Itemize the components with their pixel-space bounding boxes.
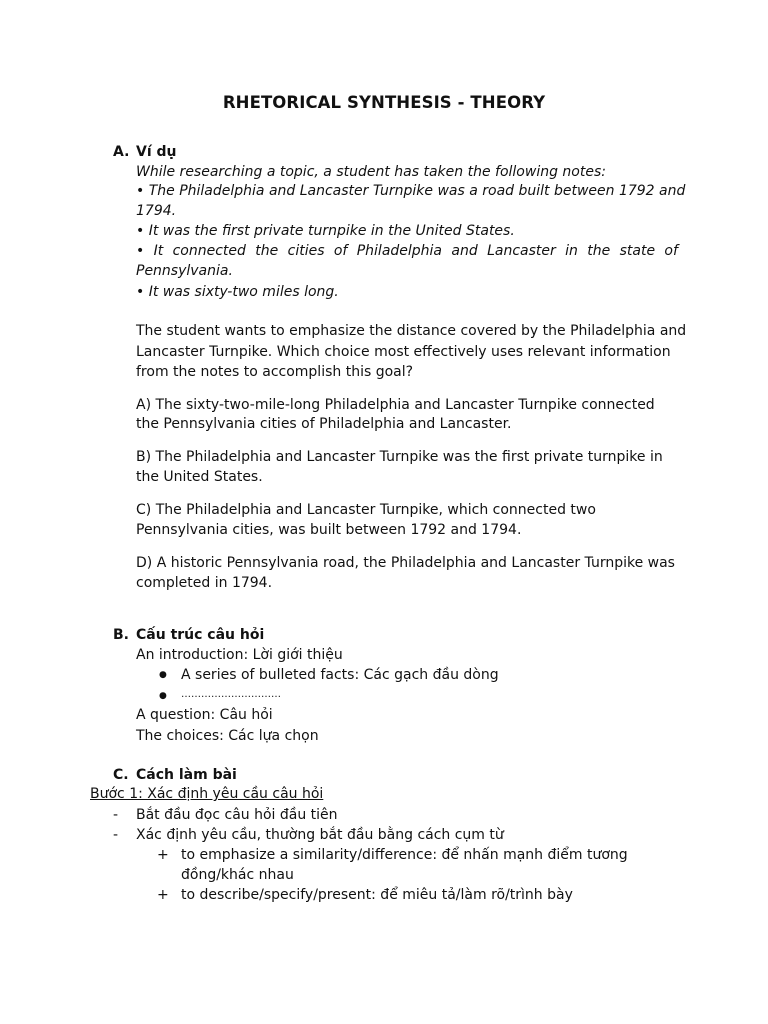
choice-a-line-2: the Pennsylvania cities of Philadelphia and Lancaster.: [136, 416, 512, 432]
note-3-word: state: [619, 243, 656, 259]
sub-item-2: to describe/specify/present: để miêu tả/làm rõ/trình bày: [181, 887, 573, 903]
note-3-word: of: [664, 243, 678, 259]
note-1-line-2: 1794.: [136, 203, 177, 219]
choice-b-line-2: the United States.: [136, 469, 263, 485]
section-a-marker: A.: [113, 144, 130, 160]
note-3-word: in: [565, 243, 578, 259]
question-line-1: The student wants to emphasize the distance covered by the Philadelphia and: [136, 323, 687, 339]
note-3-word: Lancaster: [487, 243, 556, 259]
plus-icon: +: [157, 887, 169, 903]
section-c-heading: Cách làm bài: [136, 767, 237, 783]
choice-a-line-1: A) The sixty-two-mile-long Philadelphia and Lancaster Turnpike connected: [136, 397, 655, 413]
note-3-word: the: [255, 243, 279, 259]
structure-choices: The choices: Các lựa chọn: [136, 728, 319, 744]
choice-d-line-1: D) A historic Pennsylvania road, the Philadelphia and Lancaster Turnpike was: [136, 555, 675, 571]
section-c-marker: C.: [113, 767, 129, 783]
plus-icon: +: [157, 847, 169, 863]
note-3-word: and: [451, 243, 478, 259]
dash-icon: -: [113, 807, 119, 823]
note-3-line-2: Pennsylvania.: [136, 263, 233, 279]
section-b-marker: B.: [113, 627, 129, 643]
step-1-item-2: Xác định yêu cầu, thường bắt đầu bằng cách cụm từ: [136, 827, 504, 843]
section-a-heading: Ví dụ: [136, 144, 177, 160]
choice-b-line-1: B) The Philadelphia and Lancaster Turnpike was the first private turnpike in: [136, 449, 663, 465]
note-3-word: of: [333, 243, 348, 259]
note-4: • It was sixty-two miles long.: [136, 284, 339, 300]
question-line-3: from the notes to accomplish this goal?: [136, 364, 414, 380]
structure-intro: An introduction: Lời giới thiệu: [136, 647, 343, 663]
choice-c-line-2: Pennsylvania cities, was built between 1792 and 1794.: [136, 522, 522, 538]
note-3-word: connected: [172, 243, 246, 259]
note-3-word: It: [153, 243, 164, 259]
choice-d-line-2: completed in 1794.: [136, 575, 273, 591]
sub-item-1-line-2: đồng/khác nhau: [181, 867, 294, 883]
bullet-icon: ●: [159, 691, 167, 701]
step-1-heading: Bước 1: Xác định yêu cầu câu hỏi: [90, 786, 324, 802]
question-line-2: Lancaster Turnpike. Which choice most effectively uses relevant information: [136, 344, 671, 360]
structure-question: A question: Câu hỏi: [136, 707, 273, 723]
note-3-line-1: [136, 241, 678, 261]
sub-item-1-line-1: to emphasize a similarity/difference: để nhấn mạnh điểm tương: [181, 847, 628, 863]
section-b-heading: Cấu trúc câu hỏi: [136, 627, 265, 643]
page-title: RHETORICAL SYNTHESIS - THEORY: [222, 93, 546, 112]
dash-icon: -: [113, 827, 119, 843]
structure-bullet-1: A series of bulleted facts: Các gạch đầu dòng: [181, 667, 499, 683]
note-3-word: Philadelphia: [356, 243, 443, 259]
note-3-word: cities: [287, 243, 325, 259]
note-1-line-1: • The Philadelphia and Lancaster Turnpike was a road built between 1792 and: [136, 183, 686, 199]
step-1-item-1: Bắt đầu đọc câu hỏi đầu tiên: [136, 807, 338, 823]
note-2: • It was the first private turnpike in the United States.: [136, 223, 515, 239]
note-3-word: the: [587, 243, 611, 259]
structure-bullet-2: …………………………: [181, 689, 281, 700]
notes-intro: While researching a topic, a student has taken the following notes:: [136, 164, 606, 180]
note-3-word: •: [136, 243, 145, 259]
choice-c-line-1: C) The Philadelphia and Lancaster Turnpike, which connected two: [136, 502, 596, 518]
bullet-icon: ●: [159, 670, 167, 680]
